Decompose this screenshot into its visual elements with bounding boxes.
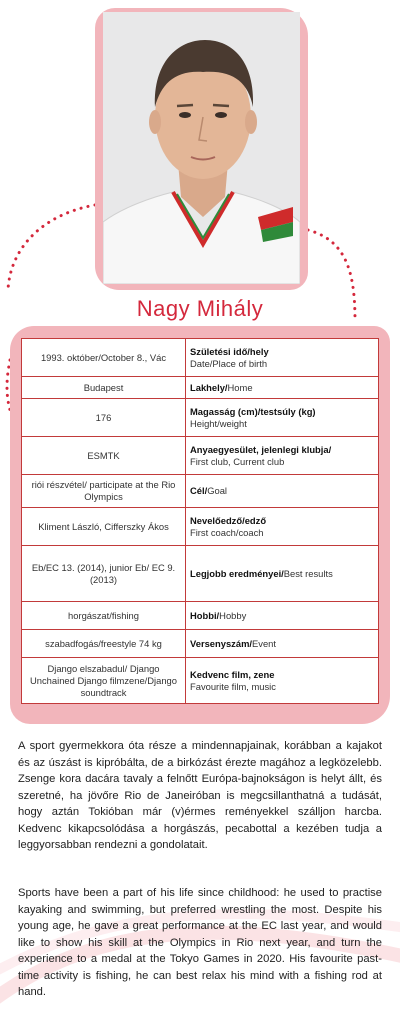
table-row xyxy=(22,546,379,602)
value-favourite: Django elszabadul/ Django Unchained Django filmzene/Django soundtrack xyxy=(22,658,186,704)
label-birth: Születési idő/hely Date/Place of birth xyxy=(186,339,379,377)
table-row xyxy=(22,437,379,475)
value-birth: 1993. október/October 8., Vác xyxy=(22,339,186,377)
athlete-name: Nagy Mihály xyxy=(136,296,264,321)
value-height-weight: 176 xyxy=(22,399,186,437)
label-event: Versenyszám/Event xyxy=(186,630,379,658)
label-height-weight: Magasság (cm)/testsúly (kg) Height/weight xyxy=(186,399,379,437)
table-row xyxy=(22,475,379,508)
value-event: szabadfogás/freestyle 74 kg xyxy=(22,630,186,658)
table-row xyxy=(22,377,379,399)
label-club: Anyaegyesület, jelenlegi klubja/ First club, Current club xyxy=(186,437,379,475)
body-text-english: Sports have been a part of his life since childhood: he used to practise kayaking and swimming, but preferred wrestling the most. Despite his young age, he gave a great performance at the EC last year, and would like to show his skill at the Olympics in Rio next year, and turn the experience to a medal at the Tokyo Games in 2020. His favourite past-time activity is fishing, he can best relax his mind with a fishing rod at hand. xyxy=(18,887,382,998)
table-row xyxy=(22,630,379,658)
label-home: Lakhely/Home xyxy=(186,377,379,399)
profile-table xyxy=(21,338,379,704)
table-row xyxy=(22,602,379,630)
table-row xyxy=(22,658,379,704)
label-coach: Nevelőedző/edző First coach/coach xyxy=(186,508,379,546)
label-best-results: Legjobb eredményei/Best results xyxy=(186,546,379,602)
athlete-photo xyxy=(103,12,300,284)
value-hobby: horgászat/fishing xyxy=(22,602,186,630)
body-text-hungarian: A sport gyermekkora óta része a mindennapjainak, korábban a kajakot és az úszást is kipróbálta, de a birkózást érezte magához a legközelebb. Zsenge kora dacára tavaly a felnőtt Európa-bajnokságon is helyt állt, és szeretné, ha jövőre Rio de Janeiróban is megcsillanthatná a tudását, hogy aztán Tokióban már (v)érmes reményekkel szálljon harcba. Kedvenc kikapcsolódása a horgászás, pecabottal a kezében tudja a leggyorsabban rendezni a gondolatait. xyxy=(18,740,382,851)
portrait-illustration xyxy=(103,12,300,284)
label-hobby: Hobbi/Hobby xyxy=(186,602,379,630)
label-goal: Cél/Goal xyxy=(186,475,379,508)
value-goal: riói részvétel/ participate at the Rio Olympics xyxy=(22,475,186,508)
value-coach: Kliment László, Cifferszky Ákos xyxy=(22,508,186,546)
value-club: ESMTK xyxy=(22,437,186,475)
table-row xyxy=(22,339,379,377)
label-favourite: Kedvenc film, zene Favourite film, music xyxy=(186,658,379,704)
value-home: Budapest xyxy=(22,377,186,399)
value-best-results: Eb/EC 13. (2014), junior Eb/ EC 9. (2013) xyxy=(22,546,186,602)
table-row xyxy=(22,508,379,546)
table-row xyxy=(22,399,379,437)
